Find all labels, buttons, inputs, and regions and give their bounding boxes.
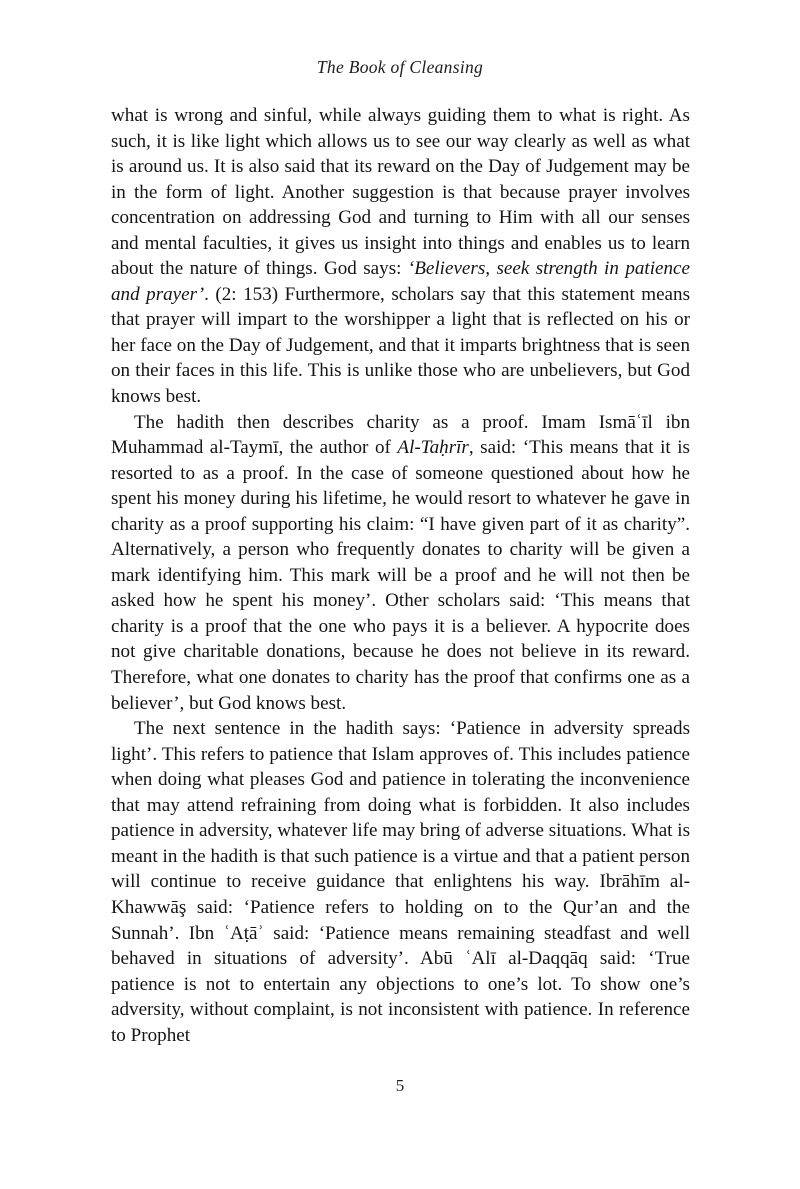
text-run: The hadith then describes charity as a proof. Imam Ismāʿīl ibn Muhammad al-Taymī, the author of xyxy=(111,411,690,459)
paragraph-2 xyxy=(111,410,690,717)
text-run: The next sentence in the hadith says: ‘Patience in adversity spreads light’. This refers to patience that Islam approves of. This includes patience when doing what pleases God and patience in tolerating the inconvenience that may attend refraining from doing what is forbidden. It also includes patience in adversity, whatever life may bring of adverse situations. What is meant in the hadith is that such patience is a virtue and that a patient person will continue to receive guidance that enlightens his way. Ibrāhīm al-Khawwāş said: ‘Patience refers to holding on to the Qur’an and the Sunnah’. Ibn ʿAṭāʾ said: ‘Patience means remaining steadfast and well behaved in situations of adversity’. Abū ʿAlī al-Daqqāq said: ‘True patience is not to entertain any objections to one’s lot. To show one’s adversity, without complaint, is not inconsistent with patience. In reference to Prophet xyxy=(111,718,690,1046)
text-run: what is wrong and sinful, while always guiding them to what is right. As such, it is like light which allows us to see our way clearly as well as what is around us. It is also said that its reward on the Day of Judgement may be in the form of light. Another suggestion is that because prayer involves concentration on addressing God and turning to Him with all our senses and mental faculties, it gives us insight into things and enables us to learn about the nature of things. God says: xyxy=(111,105,690,280)
paragraph-3 xyxy=(111,716,690,1048)
text-column xyxy=(111,103,690,1048)
paragraph-1 xyxy=(111,103,690,410)
text-run: . (2: 153) Furthermore, scholars say that this statement means that prayer will impart to the worshipper a light that is reflected on his or her face on the Day of Judgement, and that it imparts brightness that is seen on their faces in this life. This is unlike those who are unbelievers, but God knows best. xyxy=(111,283,691,408)
italic-run: ‘Believers, seek strength in patience and prayer’ xyxy=(111,258,690,305)
running-head: The Book of Cleansing xyxy=(316,57,484,77)
text-run: , said: ‘This means that it is resorted to as a proof. In the case of someone questioned about how he spent his money during his lifetime, he would resort to whatever he gave in charity as a proof supporting his claim: “I have given part of it as charity”. Alternatively, a person who frequently donates to charity will be given a mark identifying him. This mark will be a proof and he will not then be asked how he spent his money’. Other scholars said: ‘This means that charity is a proof that the one who pays it is a believer. A hypocrite does not give charitable donations, because he does not believe in its reward. Therefore, what one donates to charity has the proof that confirms one as a believer’, but God knows best. xyxy=(111,437,690,714)
italic-run: Al-Taḥrīr xyxy=(397,437,469,459)
page-number: 5 xyxy=(395,1076,405,1095)
